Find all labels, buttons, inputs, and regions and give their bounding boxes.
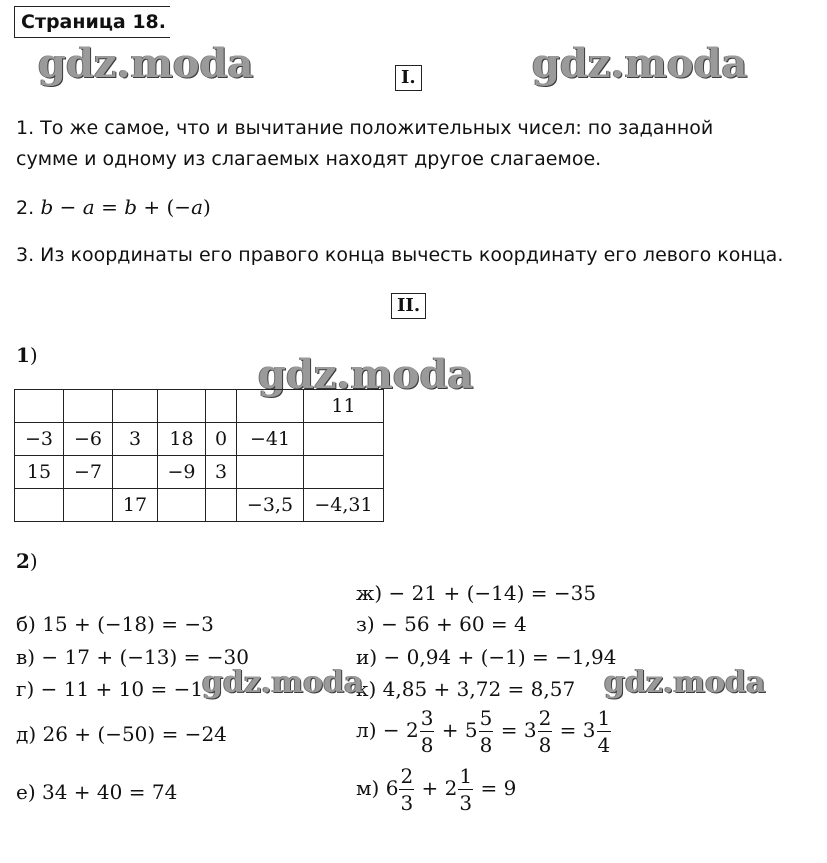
exercise-l-part: = 3 [553,718,596,742]
table-cell [237,390,304,423]
table-row [15,390,384,423]
answer-one-line1: 1. То же самое, что и вычитание положительных чисел: по заданной [16,117,714,139]
table-cell [158,390,206,423]
denominator: 3 [459,791,473,815]
denominator: 8 [420,733,434,757]
task-one-number: 1 [16,343,30,367]
var-a: a [191,195,204,219]
exercise-b: б) 15 + (−18) = −3 [16,612,214,636]
table-cell [158,489,206,522]
table-cell: −3,5 [237,489,304,522]
table-cell: −7 [64,456,113,489]
answer-table [14,389,384,522]
task-two-paren: ) [29,549,38,573]
watermark-logo: gdz.moda [202,665,364,700]
denominator: 3 [400,791,414,815]
page-label: Страница 18. [14,6,170,38]
table-cell [15,390,64,423]
fraction [420,708,435,755]
task-one-label [16,343,38,367]
table-cell: 18 [158,423,206,456]
exercise-zh: ж) − 21 + (−14) = −35 [356,581,597,605]
table-cell [206,390,237,423]
table-cell: 17 [113,489,158,522]
table-cell [113,456,158,489]
denominator: 8 [538,733,552,757]
answer-one-line2: сумме и одному из слагаемых находят другое слагаемое. [16,148,602,170]
table-cell [237,456,304,489]
watermark-logo: gdz.moda [604,665,766,700]
table-cell [15,489,64,522]
numerator: 1 [459,764,473,788]
exercise-l-part: + 5 [435,718,478,742]
paren-close: ) [203,195,211,219]
section-one-heading: I. [395,65,422,91]
exercise-z: з) − 56 + 60 = 4 [356,612,527,636]
answer-two-number: 2. [16,197,35,219]
exercise-l-start: л) − 2 [356,718,419,742]
table-cell: 11 [304,390,384,423]
minus-sign: − [53,195,83,219]
table-cell: −6 [64,423,113,456]
exercise-m-end: = 9 [474,776,517,800]
exercise-l-part: = 3 [494,718,537,742]
table-cell [113,390,158,423]
answer-two [16,193,211,222]
task-two-number: 2 [16,549,30,573]
equals-sign: = [94,195,125,219]
exercise-i: и) − 0,94 + (−1) = −1,94 [356,645,617,669]
exercise-k: к) 4,85 + 3,72 = 8,57 [356,677,576,701]
fraction [458,766,473,813]
table-cell [304,456,384,489]
answer-three: 3. Из координаты его правого конца вычесть координату его левого конца. [16,244,784,266]
table-cell: 3 [206,456,237,489]
fraction [538,708,553,755]
table-cell: −9 [158,456,206,489]
exercise-m [356,766,516,813]
table-cell [64,489,113,522]
denominator: 4 [597,733,611,757]
task-one-paren: ) [29,343,38,367]
table-cell: −41 [237,423,304,456]
task-two-label [16,549,38,573]
exercise-v: в) − 17 + (−13) = −30 [16,645,249,669]
table-row [15,456,384,489]
table-row [15,489,384,522]
exercise-d: д) 26 + (−50) = −24 [16,722,227,746]
numerator: 3 [420,706,434,730]
fraction [597,708,612,755]
table-cell [304,423,384,456]
numerator: 2 [538,706,552,730]
var-a: a [82,195,95,219]
table-cell: 15 [15,456,64,489]
section-two-heading: II. [391,293,426,319]
table-cell: −3 [15,423,64,456]
table-row [15,423,384,456]
exercise-g: г) − 11 + 10 = −1 [16,677,204,701]
exercise-m-start: м) 6 [356,776,399,800]
numerator: 2 [400,764,414,788]
table-cell: 0 [206,423,237,456]
exercise-e: е) 34 + 40 = 74 [16,780,178,804]
exercise-m-part: + 2 [415,776,458,800]
watermark-logo: gdz.moda [258,351,474,398]
fraction [399,766,414,813]
watermark-logo: gdz.moda [532,40,748,87]
table-cell: −4,31 [304,489,384,522]
table-cell: 3 [113,423,158,456]
table-cell [206,489,237,522]
var-b: b [40,195,54,219]
numerator: 5 [479,706,493,730]
var-b: b [124,195,138,219]
table-cell [64,390,113,423]
exercise-l [356,708,612,755]
denominator: 8 [479,733,493,757]
numerator: 1 [597,706,611,730]
plus-open: + (− [137,195,192,219]
fraction [479,708,494,755]
watermark-logo: gdz.moda [38,40,254,87]
